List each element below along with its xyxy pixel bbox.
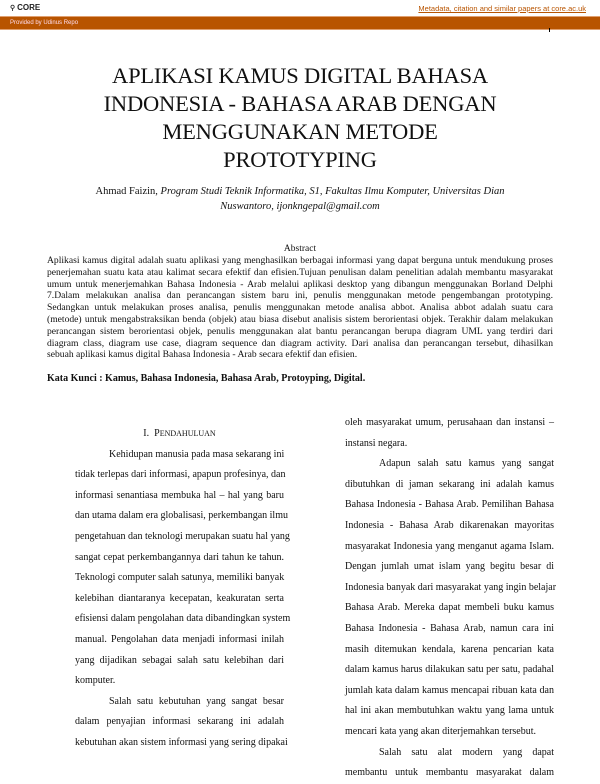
text-line: masyarakat Indonesia yang menganut agama Islam. xyxy=(345,540,554,552)
text-line: informasi senantiasa membuka hal – hal yang baru xyxy=(75,489,284,501)
author-name: Ahmad Faizin, xyxy=(95,186,161,197)
text-line: dibutuhkan di jaman sekarang ini adalah kamus xyxy=(345,478,554,490)
author-block xyxy=(60,184,540,214)
text-line: diagram class, diagram use case, diagram sequence dan diagram activity. Dari analisa dan perancangan tersebut, dihasilkan xyxy=(47,337,553,349)
text-line: Bahasa Indonesia - Bahasa Arab. Pemilihan Bahasa xyxy=(345,499,554,511)
provider-bar xyxy=(0,16,600,30)
text-line: Dengan jumlah umat islam yang begitu besar di xyxy=(345,561,554,573)
left-column xyxy=(75,424,291,754)
title-line: MENGGUNAKAN METODE xyxy=(162,119,438,144)
text-line: sebuah aplikasi kamus digital Bahasa Indonesia - Arab secara efektif dan efisien. xyxy=(47,349,358,361)
text-line: efisiensi dalam pengolahan data dibandingkan system xyxy=(75,613,291,625)
abstract-body xyxy=(47,255,553,361)
text-line: kelebihan diantaranya kecepatan, keakuratan serta xyxy=(75,592,284,604)
section-heading: I. PENDAHULUAN xyxy=(143,428,216,439)
text-line: tidak terlepas dari informasi, apapun profesinya, dan xyxy=(75,469,286,481)
right-column xyxy=(345,413,557,784)
text-line: oleh masyarakat umum, perusahaan dan instansi – xyxy=(345,417,554,428)
core-logo-icon: ⚲ xyxy=(10,5,16,12)
text-line: Bahasa Arab. Mereka dapat membeli buku kamus xyxy=(345,602,554,614)
affiliation-email: Nuswantoro, ijonkngepal@gmail.com xyxy=(220,201,380,212)
text-line: Bahasa Indonesia - Bahasa Arab, namun cara ini xyxy=(345,622,554,634)
text-line: dan utama dalam era globalisasi, perkembangan ilmu xyxy=(75,510,288,522)
text-line: Adapun salah satu kamus yang sangat xyxy=(379,458,554,470)
keywords: Kata Kunci : Kamus, Bahasa Indonesia, Bahasa Arab, Protoyping, Digital. xyxy=(47,373,366,384)
text-line: komputer. xyxy=(75,675,116,687)
text-line: perancangan sistem berorientasi objek, penulis menggunakan alat bantu perancangan berupa diagram UML yang terdiri dari xyxy=(47,325,553,337)
text-line: 7.Dalam melakukan analisa dan perancangan sistem baru ini, penulis menggunakan metode pengembangan prototyping. xyxy=(47,290,553,302)
affiliation: Program Studi Teknik Informatika, S1, Fakultas Ilmu Komputer, Universitas Dian xyxy=(160,186,505,197)
text-line: membantu untuk membantu masyarakat dalam xyxy=(345,767,554,779)
provided-by-text: Provided by Udinus Repo xyxy=(10,20,79,26)
text-line: Aplikasi kamus digital adalah suatu aplikasi yang menghasilkan berbagai informasi yang dapat berguna untuk mendukung proses xyxy=(47,255,553,266)
text-line: Teknologi computer salah satunya, memiliki banyak xyxy=(75,572,285,584)
text-line: masih ditemukan kendala, karena pencarian kata xyxy=(345,643,554,655)
paper-title xyxy=(40,62,560,174)
title-line: INDONESIA - BAHASA ARAB DENGAN xyxy=(103,91,497,116)
text-line: (metode) untuk mengabstraksikan benda (objek) atau biasa disebut analisis sistem berorientasi objek. Terakhir dalam melakukan xyxy=(47,313,553,325)
text-line: Salah satu kebutuhan yang sangat besar xyxy=(109,695,284,707)
title-line: PROTOTYPING xyxy=(223,147,377,172)
text-line: Indonesia banyak dari masyarakat yang ingin belajar xyxy=(345,581,557,593)
metadata-link[interactable]: Metadata, citation and similar papers at core.ac.uk xyxy=(418,4,586,13)
text-line: instansi negara. xyxy=(345,437,408,449)
abstract-heading: Abstract xyxy=(283,244,317,254)
text-line: pengetahuan dan teknologi merupakan suatu hal yang xyxy=(75,530,290,542)
text-line: hal ini akan membutuhkan waktu yang lama untuk xyxy=(345,705,554,717)
text-line: penerjemahan suatu kata atau kalimat secara efektif dan efisien.Tujuan penulisan dalam penelitian adalah membantu masyarakat xyxy=(47,266,553,278)
text-line: kebutuhan akan sistem informasi yang sering dipakai xyxy=(75,736,288,748)
text-line: yang dijadikan sebagai salah satu kelebihan dari xyxy=(75,654,284,666)
title-line: APLIKASI KAMUS DIGITAL BAHASA xyxy=(112,63,488,88)
text-line: Kehidupan manusia pada masa sekarang ini xyxy=(109,448,285,460)
page-mark xyxy=(549,28,550,32)
text-line: jumlah kata dalam kamus mencapai ribuan kata dan xyxy=(345,684,554,696)
text-line: Indonesia - Bahasa Arab dikarenakan mayoritas xyxy=(345,519,554,531)
text-line: sangat cepat perkembangannya dari tahun ke tahun. xyxy=(75,551,284,563)
core-logo-text: CORE xyxy=(17,3,41,12)
text-line: mencari kata yang akan diterjemahkan tersebut. xyxy=(345,725,537,737)
text-line: dalam kamus harus dilakukan satu per satu, padahal xyxy=(345,664,554,676)
text-line: manual. Pengolahan data menjadi informasi inilah xyxy=(75,633,284,645)
text-line: dalam penyajian informasi sekarang ini adalah xyxy=(75,716,284,728)
text-line: Salah satu alat modern yang dapat xyxy=(379,746,554,758)
core-logo[interactable] xyxy=(10,3,40,12)
text-line: umum untuk menerjemahkan Bahasa Indonesia - Arab melalui aplikasi desktop yang dibangun menggunakan Borland Delphi xyxy=(47,278,553,290)
text-line: Sedangkan untuk melakukan proses analisa, penulis menggunakan metode analisa abbot. Analisa abbot adalah suatu cara xyxy=(47,302,553,314)
